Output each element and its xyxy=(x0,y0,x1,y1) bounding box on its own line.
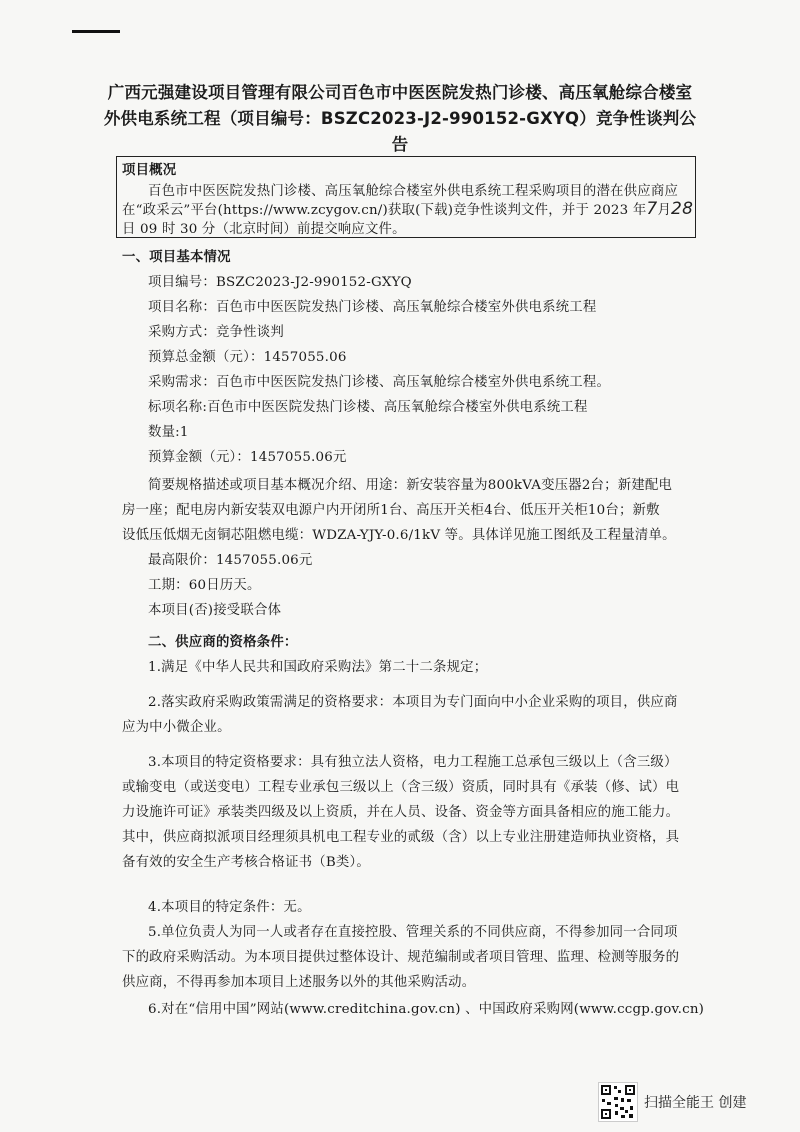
duration: 工期：60日历天。 xyxy=(148,578,261,593)
section2-heading: 二、供应商的资格条件： xyxy=(148,635,298,650)
qualification-3-line-3: 力设施许可证》承装类四级及以上资质，并在人员、设备、资金等方面具备相应的施工能力。 xyxy=(122,805,680,820)
corner-mark xyxy=(72,30,120,33)
qualification-2-line-1: 2.落实政府采购政策需满足的资格要求：本项目为专门面向中小企业采购的项目，供应商 xyxy=(148,695,678,710)
scanner-watermark xyxy=(598,1082,788,1122)
month-suffix: 月 xyxy=(657,203,672,218)
handwritten-day: 28 xyxy=(671,199,694,219)
project-number: 项目编号：BSZC2023-J2-990152-GXYQ xyxy=(148,275,412,290)
spec-line-2: 房一座；配电房内新安装双电源户内开闭所1台、高压开关柜4台、低压开关柜10台；新敷 xyxy=(122,503,660,518)
qr-code-icon xyxy=(598,1082,638,1122)
overview-line-2 xyxy=(122,199,693,219)
qualification-3-line-5: 备有效的安全生产考核合格证书（B类）。 xyxy=(122,855,370,870)
title-line-2: 外供电系统工程（项目编号：BSZC2023-J2-990152-GXYQ）竞争性谈判公告 xyxy=(103,109,697,154)
spec-line-3: 设低压低烟无卤铜芯阻燃电缆：WDZA-YJY-0.6/1kV 等。具体详见施工图纸及工程量清单。 xyxy=(122,528,676,543)
qualification-3-line-1: 3.本项目的特定资格要求：具有独立法人资格，电力工程施工总承包三级以上（含三级） xyxy=(148,755,678,770)
qualification-3-line-4: 其中，供应商拟派项目经理须具机电工程专业的贰级（含）以上专业注册建造师执业资格，具 xyxy=(122,830,680,845)
document-title xyxy=(100,80,700,158)
max-price: 最高限价：1457055.06元 xyxy=(148,553,313,568)
quantity: 数量:1 xyxy=(148,425,189,440)
consortium: 本项目(否)接受联合体 xyxy=(148,603,282,618)
qualification-5-line-3: 供应商，不得再参加本项目上述服务以外的其他采购活动。 xyxy=(122,975,476,990)
budget-total: 预算总金额（元）：1457055.06 xyxy=(148,350,347,365)
qualification-2-line-2: 应为中小微企业。 xyxy=(122,720,231,735)
procurement-demand: 采购需求：百色市中医医院发热门诊楼、高压氧舱综合楼室外供电系统工程。 xyxy=(148,375,611,390)
qualification-5-line-2: 下的政府采购活动。为本项目提供过整体设计、规范编制或者项目管理、监理、检测等服务的 xyxy=(122,950,680,965)
overview-line-1: 百色市中医医院发热门诊楼、高压氧舱综合楼室外供电系统工程采购项目的潜在供应商应 xyxy=(148,184,679,199)
qualification-6: 6.对在“信用中国”网站(www.creditchina.gov.cn) 、中国政府采购网(www.ccgp.gov.cn) xyxy=(148,1002,705,1017)
budget-amount: 预算金额（元）：1457055.06元 xyxy=(148,450,347,465)
overview-heading: 项目概况 xyxy=(122,163,177,178)
qualification-4: 4.本项目的特定条件：无。 xyxy=(148,900,311,915)
qualification-5-line-1: 5.单位负责人为同一人或者存在直接控股、管理关系的不同供应商，不得参加同一合同项 xyxy=(148,925,678,940)
spec-line-1: 简要规格描述或项目基本概况介绍、用途：新安装容量为800kVA变压器2台；新建配电 xyxy=(148,478,673,493)
title-line-1: 广西元强建设项目管理有限公司百色市中医医院发热门诊楼、高压氧舱综合楼室 xyxy=(107,83,693,102)
project-name: 项目名称：百色市中医医院发热门诊楼、高压氧舱综合楼室外供电系统工程 xyxy=(148,300,597,315)
qualification-1: 1.满足《中华人民共和国政府采购法》第二十二条规定； xyxy=(148,660,488,675)
lot-name: 标项名称:百色市中医医院发热门诊楼、高压氧舱综合楼室外供电系统工程 xyxy=(148,400,588,415)
procurement-method: 采购方式：竞争性谈判 xyxy=(148,325,284,340)
handwritten-month: 7 xyxy=(646,199,658,219)
qualification-3-line-2: 或输变电（或送变电）工程专业承包三级以上（含三级）资质，同时具有《承装（修、试）电 xyxy=(122,780,680,795)
overview-line-2-text: 在“政采云”平台(https://www.zcygov.cn/)获取(下载)竞争性谈判文件，并于 2023 年 xyxy=(122,203,647,218)
scanner-label: 扫描全能王 创建 xyxy=(644,1095,747,1111)
section1-heading: 一、项目基本情况 xyxy=(122,250,231,265)
overview-line-3: 日 09 时 30 分（北京时间）前提交响应文件。 xyxy=(122,222,406,237)
